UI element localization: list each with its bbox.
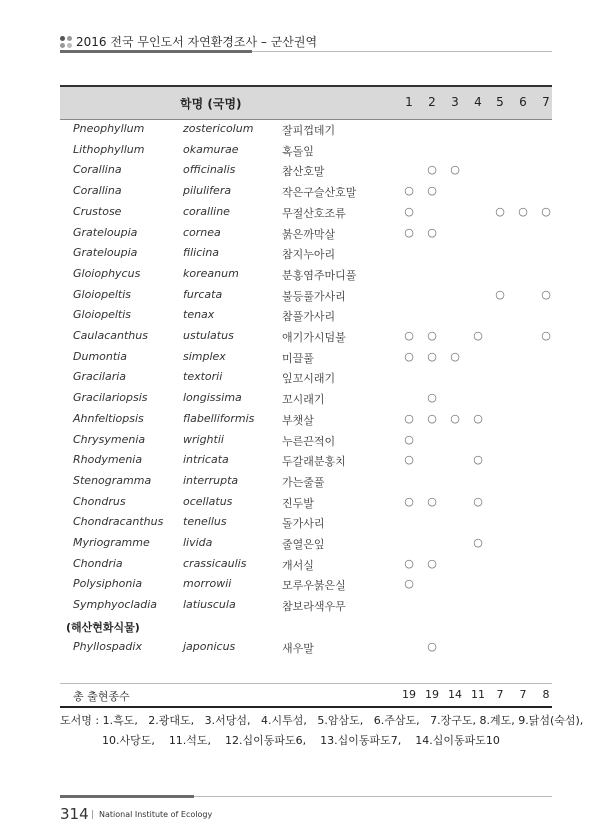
table-row [60,163,552,183]
column-header-7: 7 [542,95,550,109]
species-name: simplex [183,349,226,363]
table-row [60,267,552,287]
species-name: pilulifera [183,184,232,198]
species-name: morrowii [183,577,232,591]
table-row [60,329,552,349]
genus-name: Grateloupia [73,246,138,260]
occurrence-mark-island-2: ○ [427,411,437,425]
occurrence-mark-island-2: ○ [427,225,437,239]
korean-name: 참풀가사리 [282,310,336,324]
table-row [60,143,552,163]
island-legend-line2: 10.사당도, 11.석도, 12.십이동파도6, 13.십이동파도7, 14.십이동파도10 [60,734,500,747]
occurrence-mark-island-2: ○ [427,163,437,177]
korean-name: 꼬시래기 [282,393,325,407]
table-row [60,598,552,618]
korean-name: 참산호말 [282,165,325,179]
species-name: coralline [183,204,230,218]
column-header-3: 3 [451,95,459,109]
occurrence-mark-island-2: ○ [427,349,437,363]
korean-name: 참지누아리 [282,248,336,262]
korean-name: 진두발 [282,496,314,510]
table-row [60,391,552,411]
column-header-1: 1 [405,95,413,109]
table-row [60,308,552,328]
species-name: longissima [183,391,242,405]
table-row [60,412,552,432]
genus-name: Chondrus [73,494,126,508]
occurrence-mark-island-4: ○ [473,453,483,467]
korean-name: 참보라색우무 [282,600,346,614]
table-row [60,350,552,370]
genus-name: Myriogramme [73,536,150,549]
total-5: 7 [496,688,504,701]
occurrence-mark-island-3: ○ [450,411,460,425]
species-name: ocellatus [183,494,233,508]
occurrence-mark-island-5: ○ [495,204,505,218]
footer-organization: National Institute of Ecology [99,810,213,819]
species-name: tenax [183,308,215,322]
genus-name: Crustose [73,204,122,218]
total-1: 19 [402,688,416,701]
species-name: officinalis [183,163,236,177]
header-rule [60,50,252,53]
table-row [60,184,552,204]
korean-name: 가는줄풀 [282,475,325,489]
table-row [60,205,552,225]
table-row [60,246,552,266]
column-header-5: 5 [496,95,504,109]
table-row [60,433,552,453]
genus-name: Lithophyllum [73,142,145,156]
korean-name: 두갈래분홍치 [282,455,346,469]
total-label: 총 출현종수 [73,690,130,703]
species-name: okamurae [183,142,239,156]
occurrence-mark-island-4: ○ [473,494,483,508]
table-row [60,474,552,494]
occurrence-mark-island-1: ○ [404,453,414,467]
occurrence-mark-island-1: ○ [404,556,414,570]
occurrence-mark-island-1: ○ [404,494,414,508]
total-4: 11 [471,688,485,701]
genus-name: Caulacanthus [73,329,148,342]
genus-name: Stenogramma [73,473,152,487]
species-name: crassicaulis [183,556,247,570]
korean-name: 분홍염주마디풀 [282,268,357,282]
species-name: japonicus [183,639,236,653]
header-dots-icon [60,36,72,48]
species-name: tenellus [183,515,227,529]
korean-name: 작은구슬산호말 [282,186,357,200]
occurrence-mark-island-3: ○ [450,163,460,177]
genus-name: Gloiopeltis [73,308,132,322]
column-header-2: 2 [428,95,436,109]
species-name: textorii [183,370,223,384]
species-name: livida [183,536,213,549]
column-header-6: 6 [519,95,527,109]
table-row [60,122,552,142]
korean-name: 애기가시덤불 [282,331,346,344]
occurrence-mark-island-1: ○ [404,432,414,446]
occurrence-mark-island-5: ○ [495,287,505,301]
genus-name: Gracilaria [73,370,127,384]
genus-name: Grateloupia [73,225,138,239]
occurrence-mark-island-7: ○ [541,287,551,301]
footer-rule [60,795,194,798]
occurrence-mark-island-2: ○ [427,329,437,342]
species-name: filicina [183,246,220,260]
table-row [60,370,552,390]
species-name: furcata [183,287,223,301]
species-name: koreanum [183,266,239,280]
occurrence-mark-island-7: ○ [541,329,551,342]
korean-name: 모루우붉은실 [282,579,346,593]
species-name: wrightii [183,432,224,446]
korean-name: 돌가사리 [282,517,325,531]
occurrence-mark-island-4: ○ [473,329,483,342]
genus-name: Symphyocladia [73,598,158,612]
occurrence-mark-island-3: ○ [450,349,460,363]
genus-name: Corallina [73,163,122,177]
genus-name: Pneophyllum [73,122,145,135]
occurrence-mark-island-1: ○ [404,329,414,342]
korean-name: 새우말 [282,641,314,655]
species-name: intricata [183,453,229,467]
table-row [60,453,552,473]
table-row [60,226,552,246]
occurrence-mark-island-2: ○ [427,639,437,653]
species-name: ustulatus [183,329,234,342]
genus-name: Rhodymenia [73,453,143,467]
table-row [60,515,552,535]
occurrence-mark-island-2: ○ [427,391,437,405]
genus-name: Phyllospadix [73,639,142,653]
running-header-title: 2016 전국 무인도서 자연환경조사 – 군산권역 [76,35,318,49]
occurrence-mark-island-7: ○ [541,204,551,218]
genus-name: Chondria [73,556,123,570]
occurrence-mark-island-1: ○ [404,349,414,363]
occurrence-mark-island-2: ○ [427,556,437,570]
species-name: zostericolum [183,122,254,135]
table-row [60,495,552,515]
genus-name: Chondracanthus [73,515,164,529]
page-number: 314 [60,805,89,823]
header-rule-light [252,51,552,52]
genus-name: Chrysymenia [73,432,146,446]
korean-name: 개서실 [282,558,314,572]
occurrence-mark-island-1: ○ [404,577,414,591]
korean-name: 혹돌잎 [282,144,314,158]
footer-rule-light [194,796,552,797]
korean-name: 줄열은잎 [282,538,325,551]
occurrence-mark-island-1: ○ [404,184,414,198]
table-row [60,288,552,308]
species-name: interrupta [183,473,239,487]
total-6: 7 [519,688,527,701]
table-row [60,536,552,556]
occurrence-mark-island-1: ○ [404,204,414,218]
table-row [60,640,552,660]
species-name: latiuscula [183,598,236,612]
table-row [60,577,552,597]
total-2: 19 [425,688,439,701]
group-heading: (해산현화식물) [66,620,140,634]
korean-name: 붉은까막살 [282,227,336,241]
genus-name: Gracilariopsis [73,391,148,405]
occurrence-mark-island-1: ○ [404,411,414,425]
occurrence-mark-island-2: ○ [427,184,437,198]
table-header [60,85,552,120]
genus-name: Gloiopeltis [73,287,132,301]
korean-name: 무절산호조류 [282,206,346,220]
occurrence-mark-island-2: ○ [427,494,437,508]
korean-name: 누른끈적이 [282,434,336,448]
genus-name: Corallina [73,184,122,198]
korean-name: 잘피껍데기 [282,124,336,137]
occurrence-mark-island-4: ○ [473,536,483,549]
total-row [60,683,552,708]
column-header-name: 학명 (국명) [180,97,242,111]
korean-name: 불등풀가사리 [282,289,346,303]
occurrence-mark-island-1: ○ [404,225,414,239]
species-name: flabelliformis [183,411,255,425]
island-legend-line1: 도서명 : 1.흑도, 2.광대도, 3.서당섬, 4.시투섬, 5.암삼도, 6.주삼도, 7.장구도, 8.계도, 9.닭섬(숙섬), [60,714,584,727]
korean-name: 부챗살 [282,413,314,427]
footer-separator: | [91,810,95,820]
species-name: cornea [183,225,221,239]
total-3: 14 [448,688,462,701]
genus-name: Dumontia [73,349,127,363]
genus-name: Polysiphonia [73,577,143,591]
korean-name: 미끌풀 [282,351,314,365]
genus-name: Ahnfeltiopsis [73,411,144,425]
korean-name: 잎꼬시래기 [282,372,336,386]
occurrence-mark-island-4: ○ [473,411,483,425]
total-7: 8 [542,688,550,701]
genus-name: Gloiophycus [73,266,141,280]
column-header-4: 4 [474,95,482,109]
table-row [60,557,552,577]
occurrence-mark-island-6: ○ [518,204,528,218]
